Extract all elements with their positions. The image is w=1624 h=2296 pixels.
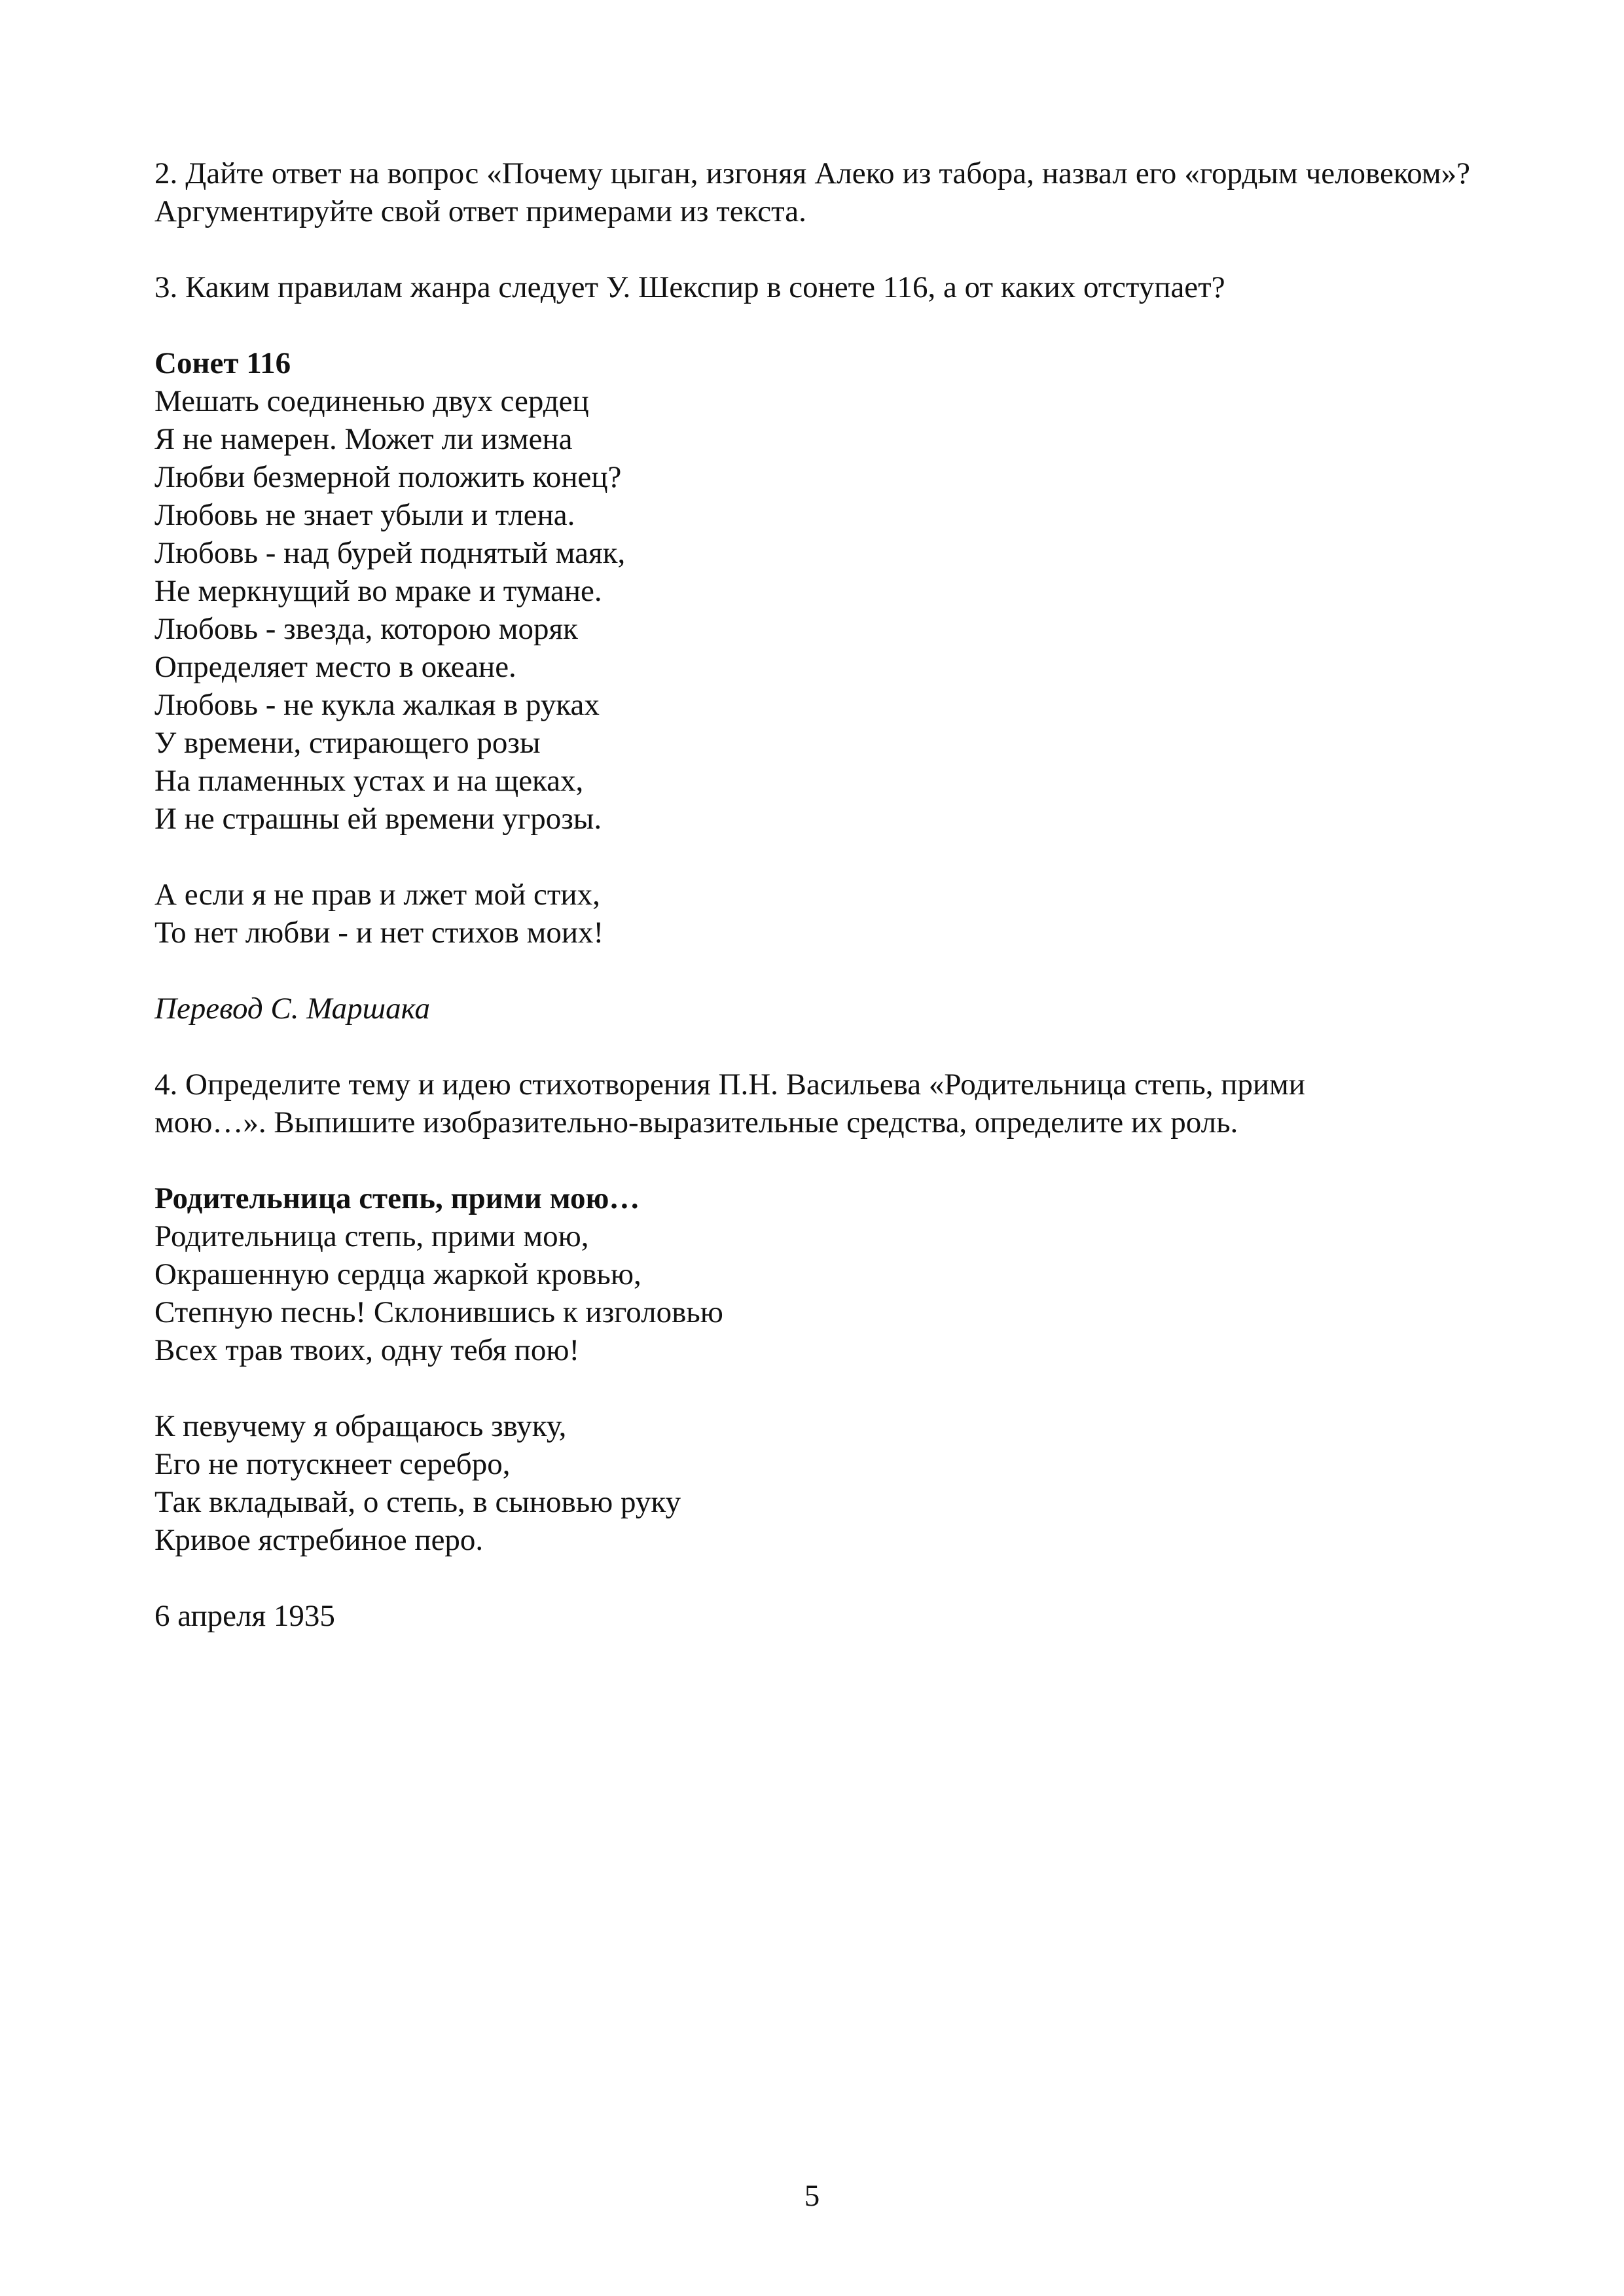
poem-line: Любовь - не кукла жалкая в руках <box>154 688 600 722</box>
sonnet-title: Сонет 116 <box>154 346 291 380</box>
spacer <box>154 1369 1470 1407</box>
poem-line: Окрашенную сердца жаркой кровью, <box>154 1257 641 1291</box>
spacer <box>154 1028 1470 1066</box>
spacer <box>154 952 1470 990</box>
spacer <box>154 306 1470 344</box>
poem-line: Так вкладывай, о степь, в сыновью руку <box>154 1485 681 1519</box>
poem-line: Мешать соединенью двух сердец <box>154 384 589 418</box>
page-number: 5 <box>804 2179 820 2213</box>
poem-line: Не меркнущий во мраке и тумане. <box>154 574 602 608</box>
spacer <box>154 230 1470 268</box>
poem-line: Определяет место в океане. <box>154 650 516 684</box>
poem-vasiliev <box>154 1179 1470 1635</box>
translation-credit: Перевод С. Маршака <box>154 992 430 1026</box>
poem-line: К певучему я обращаюсь звуку, <box>154 1409 567 1443</box>
poem-line: И не страшны ей времени угрозы. <box>154 802 602 836</box>
spacer <box>154 838 1470 876</box>
poem-line: На пламенных устах и на щеках, <box>154 764 584 798</box>
poem-title: Родительница степь, прими мою… <box>154 1181 640 1215</box>
poem-line: А если я не прав и лжет мой стих, <box>154 878 600 912</box>
poem-line: Кривое ястребиное перо. <box>154 1523 484 1557</box>
spacer <box>154 1141 1470 1179</box>
poem-date: 6 апреля 1935 <box>154 1599 335 1633</box>
poem-line: Всех трав твоих, одну тебя пою! <box>154 1333 580 1367</box>
spacer <box>154 1559 1470 1597</box>
poem-line: Родительница степь, прими мою, <box>154 1219 589 1253</box>
question-4-line: 4. Определите тему и идею стихотворения П.Н. Васильева «Родительница степь, прими <box>154 1067 1305 1102</box>
poem-line: Любовь - звезда, которою моряк <box>154 612 578 646</box>
question-3: 3. Каким правилам жанра следует У. Шекспир в сонете 116, а от каких отступает? <box>154 270 1225 304</box>
poem-line: Любовь не знает убыли и тлена. <box>154 498 575 532</box>
sonnet-116 <box>154 344 1470 1028</box>
question-2: 2. Дайте ответ на вопрос «Почему цыган, изгоняя Алеко из табора, назвал его «гордым человеком»? Аргументируйте свой ответ примерами из текста. <box>154 156 1470 228</box>
poem-line: То нет любви - и нет стихов моих! <box>154 916 604 950</box>
poem-line: Любви безмерной положить конец? <box>154 460 622 494</box>
question-4-line: мою…». Выпишите изобразительно-выразительные средства, определите их роль. <box>154 1105 1238 1139</box>
document-page <box>154 154 1470 1635</box>
question-4 <box>154 1066 1470 1141</box>
poem-line: У времени, стирающего розы <box>154 726 541 760</box>
poem-line: Я не намерен. Может ли измена <box>154 422 573 456</box>
poem-line: Его не потускнеет серебро, <box>154 1447 511 1481</box>
poem-line: Любовь - над бурей поднятый маяк, <box>154 536 626 570</box>
poem-line: Степную песнь! Склонившись к изголовью <box>154 1295 723 1329</box>
